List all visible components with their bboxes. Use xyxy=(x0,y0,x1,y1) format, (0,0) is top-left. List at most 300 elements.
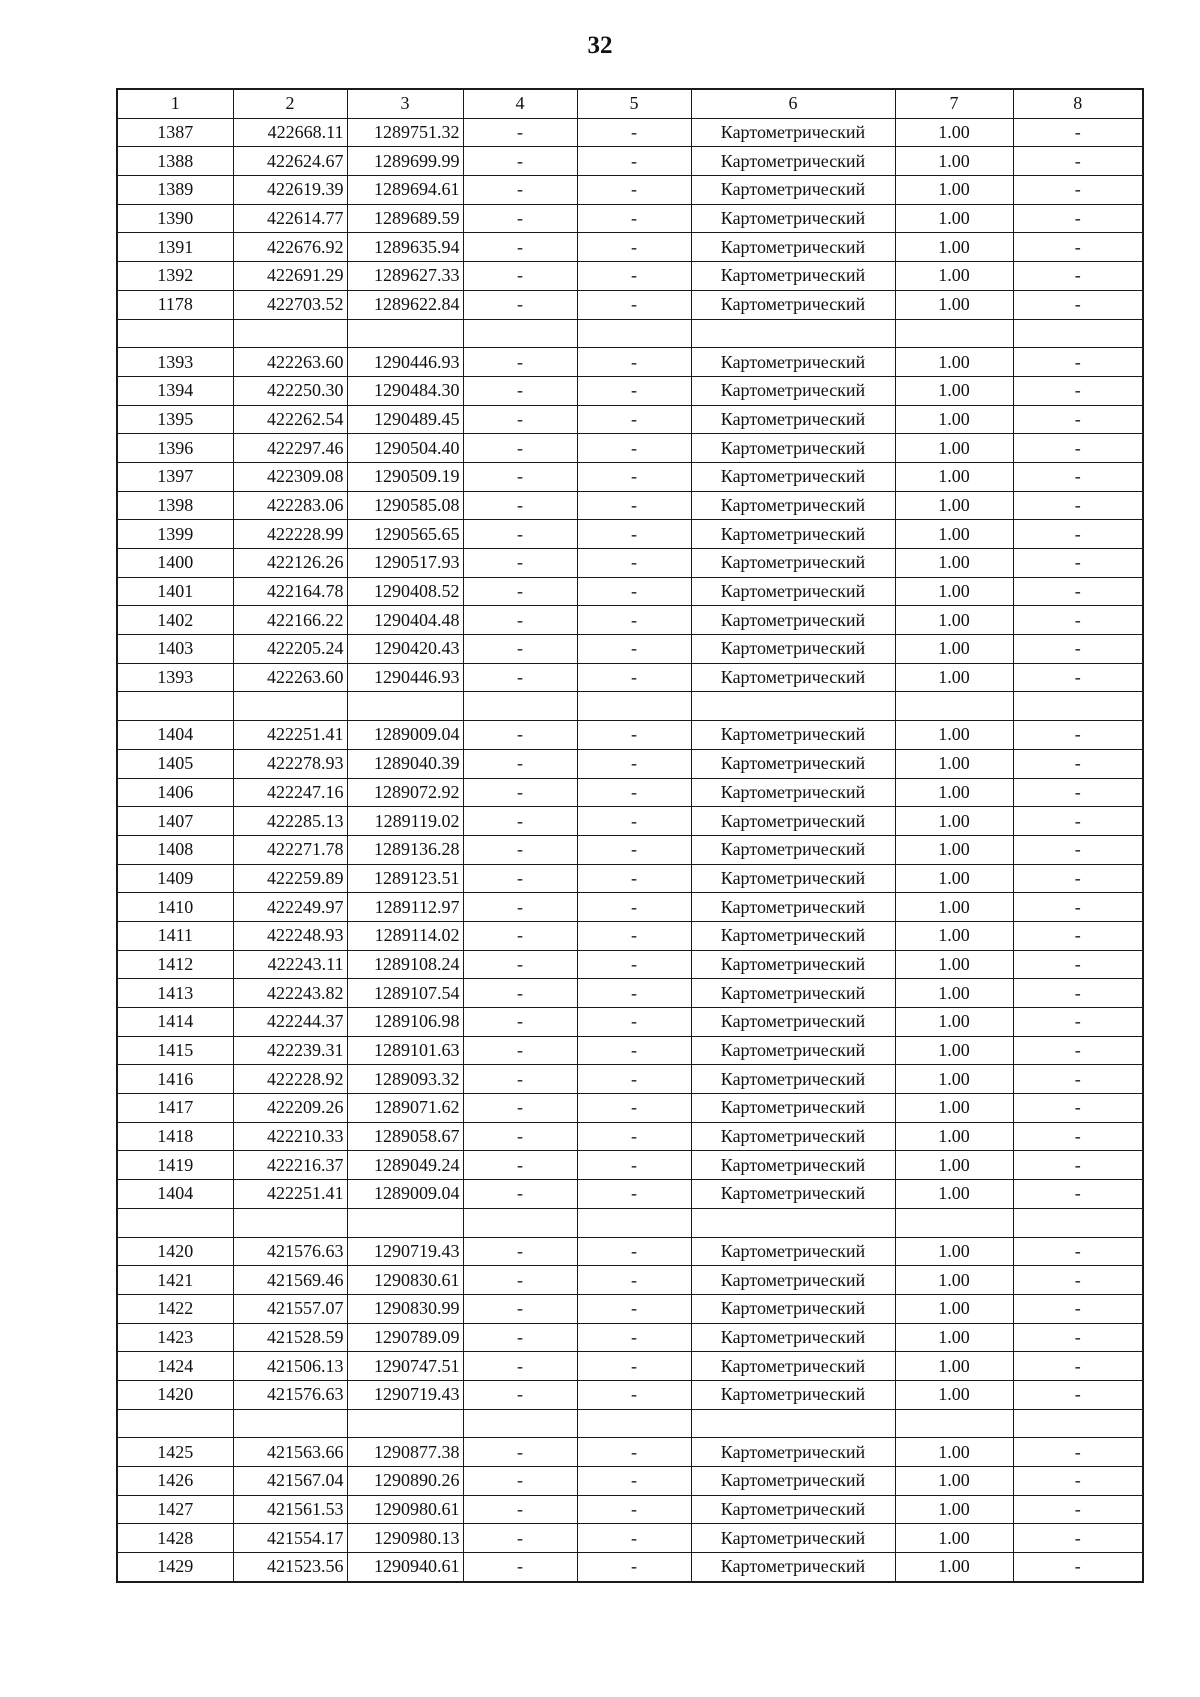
table-cell-col-1: 1394 xyxy=(117,376,233,405)
table-cell-col-4: - xyxy=(463,921,577,950)
table-cell-col-2: 421506.13 xyxy=(233,1352,347,1381)
table-cell-col-3: 1289694.61 xyxy=(347,176,463,205)
table-cell-col-8: - xyxy=(1013,835,1143,864)
table-cell-col-1: 1420 xyxy=(117,1237,233,1266)
table-cell-col-4: - xyxy=(463,1438,577,1467)
table-cell-col-7: 1.00 xyxy=(895,1323,1013,1352)
table-cell-col-2: 422259.89 xyxy=(233,864,347,893)
table-cell-col-3 xyxy=(347,1208,463,1237)
table-cell-col-5 xyxy=(577,319,691,348)
table-cell-col-3: 1290830.61 xyxy=(347,1266,463,1295)
table-cell-col-8: - xyxy=(1013,1180,1143,1209)
table-cell-col-1: 1399 xyxy=(117,520,233,549)
table-cell-col-2: 422243.11 xyxy=(233,950,347,979)
table-cell-col-2: 422619.39 xyxy=(233,176,347,205)
table-cell-col-7: 1.00 xyxy=(895,1036,1013,1065)
table-row xyxy=(117,1495,1143,1524)
table-cell-col-4: - xyxy=(463,893,577,922)
table-cell-col-1: 1409 xyxy=(117,864,233,893)
table-cell-col-4: - xyxy=(463,835,577,864)
table-cell-col-8: - xyxy=(1013,1294,1143,1323)
table-row-separator xyxy=(117,1409,1143,1438)
table-cell-col-6: Картометрический xyxy=(691,405,895,434)
table-cell-col-3: 1290404.48 xyxy=(347,606,463,635)
column-header-8: 8 xyxy=(1013,89,1143,118)
table-cell-col-5: - xyxy=(577,1438,691,1467)
table-cell-col-4: - xyxy=(463,1524,577,1553)
table-cell-col-3: 1289123.51 xyxy=(347,864,463,893)
table-cell-col-3: 1290504.40 xyxy=(347,434,463,463)
table-cell-col-4: - xyxy=(463,807,577,836)
table-cell-col-7 xyxy=(895,319,1013,348)
page-number: 32 xyxy=(587,32,613,59)
table-cell-col-2: 422285.13 xyxy=(233,807,347,836)
table-cell-col-4: - xyxy=(463,663,577,692)
table-cell-col-7: 1.00 xyxy=(895,577,1013,606)
table-cell-col-6: Картометрический xyxy=(691,835,895,864)
table-cell-col-1 xyxy=(117,319,233,348)
table-cell-col-4: - xyxy=(463,348,577,377)
table-cell-col-8 xyxy=(1013,1208,1143,1237)
table-cell-col-4: - xyxy=(463,1266,577,1295)
table-cell-col-3: 1290980.13 xyxy=(347,1524,463,1553)
table-cell-col-4: - xyxy=(463,1553,577,1582)
table-cell-col-7: 1.00 xyxy=(895,376,1013,405)
table-row xyxy=(117,1094,1143,1123)
table-cell-col-3: 1290890.26 xyxy=(347,1467,463,1496)
table-cell-col-5: - xyxy=(577,376,691,405)
table-cell-col-5: - xyxy=(577,1036,691,1065)
table-row xyxy=(117,1180,1143,1209)
table-cell-col-5: - xyxy=(577,1151,691,1180)
table-cell-col-5: - xyxy=(577,1467,691,1496)
table-cell-col-1: 1420 xyxy=(117,1380,233,1409)
table-cell-col-6: Картометрический xyxy=(691,1065,895,1094)
column-header-1: 1 xyxy=(117,89,233,118)
table-cell-col-5: - xyxy=(577,893,691,922)
table-cell-col-2: 421567.04 xyxy=(233,1467,347,1496)
table-cell-col-8: - xyxy=(1013,434,1143,463)
table-cell-col-4: - xyxy=(463,1008,577,1037)
table-cell-col-6: Картометрический xyxy=(691,262,895,291)
table-cell-col-8: - xyxy=(1013,807,1143,836)
table-cell-col-2: 422166.22 xyxy=(233,606,347,635)
table-cell-col-1 xyxy=(117,692,233,721)
table-cell-col-8: - xyxy=(1013,348,1143,377)
table-cell-col-7: 1.00 xyxy=(895,147,1013,176)
table-cell-col-3: 1289009.04 xyxy=(347,1180,463,1209)
table-cell-col-3: 1289072.92 xyxy=(347,778,463,807)
table-cell-col-8 xyxy=(1013,319,1143,348)
table-cell-col-2: 422216.37 xyxy=(233,1151,347,1180)
table-cell-col-7: 1.00 xyxy=(895,434,1013,463)
table-cell-col-5: - xyxy=(577,950,691,979)
table-cell-col-3: 1289093.32 xyxy=(347,1065,463,1094)
table-cell-col-3: 1290565.65 xyxy=(347,520,463,549)
table-cell-col-1: 1397 xyxy=(117,462,233,491)
table-cell-col-7: 1.00 xyxy=(895,520,1013,549)
table-cell-col-7: 1.00 xyxy=(895,950,1013,979)
table-cell-col-1: 1395 xyxy=(117,405,233,434)
table-cell-col-7: 1.00 xyxy=(895,864,1013,893)
table-row xyxy=(117,376,1143,405)
table-cell-col-6 xyxy=(691,1208,895,1237)
table-cell-col-7: 1.00 xyxy=(895,979,1013,1008)
table-cell-col-8: - xyxy=(1013,1467,1143,1496)
table-cell-col-8: - xyxy=(1013,1524,1143,1553)
table-cell-col-2: 422228.99 xyxy=(233,520,347,549)
table-cell-col-4: - xyxy=(463,1065,577,1094)
table-cell-col-8: - xyxy=(1013,491,1143,520)
table-cell-col-5: - xyxy=(577,1380,691,1409)
table-cell-col-6: Картометрический xyxy=(691,807,895,836)
table-cell-col-7: 1.00 xyxy=(895,1266,1013,1295)
table-cell-col-5 xyxy=(577,1409,691,1438)
table-cell-col-3: 1290585.08 xyxy=(347,491,463,520)
table-cell-col-5: - xyxy=(577,147,691,176)
table-cell-col-4: - xyxy=(463,1294,577,1323)
table-row xyxy=(117,1467,1143,1496)
table-cell-col-6: Картометрический xyxy=(691,1266,895,1295)
table-cell-col-8: - xyxy=(1013,749,1143,778)
table-cell-col-3: 1290830.99 xyxy=(347,1294,463,1323)
table-cell-col-8: - xyxy=(1013,147,1143,176)
table-cell-col-2: 422205.24 xyxy=(233,635,347,664)
table-cell-col-6: Картометрический xyxy=(691,635,895,664)
table-cell-col-5: - xyxy=(577,1352,691,1381)
table-cell-col-5: - xyxy=(577,1266,691,1295)
table-cell-col-1: 1418 xyxy=(117,1122,233,1151)
table-cell-col-2: 421576.63 xyxy=(233,1237,347,1266)
table-cell-col-8: - xyxy=(1013,721,1143,750)
table-cell-col-5: - xyxy=(577,549,691,578)
table-cell-col-6: Картометрический xyxy=(691,1553,895,1582)
table-cell-col-7: 1.00 xyxy=(895,1008,1013,1037)
table-cell-col-4: - xyxy=(463,1036,577,1065)
table-cell-col-1: 1402 xyxy=(117,606,233,635)
table-cell-col-1: 1396 xyxy=(117,434,233,463)
table-cell-col-8: - xyxy=(1013,1352,1143,1381)
table-cell-col-3: 1289040.39 xyxy=(347,749,463,778)
table-cell-col-5: - xyxy=(577,921,691,950)
table-row xyxy=(117,262,1143,291)
table-cell-col-8: - xyxy=(1013,1495,1143,1524)
table-cell-col-4 xyxy=(463,692,577,721)
table-cell-col-2: 422126.26 xyxy=(233,549,347,578)
table-cell-col-1: 1398 xyxy=(117,491,233,520)
table-cell-col-7: 1.00 xyxy=(895,1294,1013,1323)
table-row xyxy=(117,979,1143,1008)
table-cell-col-6: Картометрический xyxy=(691,1323,895,1352)
table-cell-col-2: 422247.16 xyxy=(233,778,347,807)
table-cell-col-1: 1419 xyxy=(117,1151,233,1180)
table-cell-col-5: - xyxy=(577,1180,691,1209)
table-row-separator xyxy=(117,319,1143,348)
table-cell-col-8: - xyxy=(1013,1380,1143,1409)
table-row xyxy=(117,233,1143,262)
table-row xyxy=(117,491,1143,520)
table-cell-col-1: 1404 xyxy=(117,1180,233,1209)
table-cell-col-1: 1415 xyxy=(117,1036,233,1065)
table-cell-col-8: - xyxy=(1013,1036,1143,1065)
table-cell-col-2: 421557.07 xyxy=(233,1294,347,1323)
table-cell-col-3: 1289106.98 xyxy=(347,1008,463,1037)
table-cell-col-3: 1289112.97 xyxy=(347,893,463,922)
table-cell-col-6: Картометрический xyxy=(691,1467,895,1496)
table-cell-col-1: 1393 xyxy=(117,348,233,377)
table-cell-col-4: - xyxy=(463,405,577,434)
table-cell-col-5: - xyxy=(577,606,691,635)
table-cell-col-5: - xyxy=(577,979,691,1008)
table-cell-col-6: Картометрический xyxy=(691,950,895,979)
table-cell-col-5: - xyxy=(577,118,691,147)
table-cell-col-6: Картометрический xyxy=(691,549,895,578)
table-cell-col-1: 1417 xyxy=(117,1094,233,1123)
table-cell-col-5: - xyxy=(577,204,691,233)
table-cell-col-6: Картометрический xyxy=(691,778,895,807)
table-cell-col-7: 1.00 xyxy=(895,606,1013,635)
table-cell-col-3: 1290789.09 xyxy=(347,1323,463,1352)
table-row xyxy=(117,1352,1143,1381)
table-cell-col-6 xyxy=(691,1409,895,1438)
table-cell-col-5: - xyxy=(577,778,691,807)
table-cell-col-4: - xyxy=(463,1323,577,1352)
table-cell-col-4: - xyxy=(463,1094,577,1123)
table-cell-col-6: Картометрический xyxy=(691,1151,895,1180)
table-cell-col-4: - xyxy=(463,635,577,664)
table-cell-col-4: - xyxy=(463,721,577,750)
table-cell-col-8: - xyxy=(1013,204,1143,233)
table-cell-col-8: - xyxy=(1013,1122,1143,1151)
table-cell-col-4: - xyxy=(463,1151,577,1180)
table-cell-col-6: Картометрический xyxy=(691,1438,895,1467)
table-cell-col-5: - xyxy=(577,1495,691,1524)
table-cell-col-3: 1290484.30 xyxy=(347,376,463,405)
table-cell-col-6: Картометрический xyxy=(691,979,895,1008)
table-cell-col-7 xyxy=(895,1208,1013,1237)
table-cell-col-4: - xyxy=(463,1467,577,1496)
table-cell-col-2: 422297.46 xyxy=(233,434,347,463)
table-cell-col-7: 1.00 xyxy=(895,1467,1013,1496)
table-cell-col-3: 1289114.02 xyxy=(347,921,463,950)
table-cell-col-4: - xyxy=(463,462,577,491)
table-cell-col-6: Картометрический xyxy=(691,204,895,233)
table-cell-col-3: 1290719.43 xyxy=(347,1380,463,1409)
table-cell-col-7: 1.00 xyxy=(895,405,1013,434)
table-row xyxy=(117,1065,1143,1094)
column-header-5: 5 xyxy=(577,89,691,118)
table-cell-col-6: Картометрический xyxy=(691,721,895,750)
table-cell-col-8: - xyxy=(1013,577,1143,606)
table-cell-col-7: 1.00 xyxy=(895,1180,1013,1209)
table-cell-col-5: - xyxy=(577,835,691,864)
table-cell-col-1 xyxy=(117,1409,233,1438)
table-cell-col-5 xyxy=(577,1208,691,1237)
table-cell-col-3: 1290446.93 xyxy=(347,663,463,692)
table-cell-col-1: 1411 xyxy=(117,921,233,950)
table-cell-col-5: - xyxy=(577,1524,691,1553)
table-cell-col-2: 422278.93 xyxy=(233,749,347,778)
table-row xyxy=(117,950,1143,979)
table-cell-col-6: Картометрический xyxy=(691,1122,895,1151)
table-cell-col-5: - xyxy=(577,462,691,491)
table-row xyxy=(117,1553,1143,1582)
table-cell-col-4 xyxy=(463,319,577,348)
table-cell-col-1: 1391 xyxy=(117,233,233,262)
table-cell-col-1: 1393 xyxy=(117,663,233,692)
table-row xyxy=(117,1151,1143,1180)
table-cell-col-6: Картометрический xyxy=(691,290,895,319)
table-cell-col-6: Картометрический xyxy=(691,1237,895,1266)
table-cell-col-4: - xyxy=(463,749,577,778)
table-cell-col-1: 1178 xyxy=(117,290,233,319)
table-cell-col-3: 1289119.02 xyxy=(347,807,463,836)
table-cell-col-5: - xyxy=(577,1094,691,1123)
table-cell-col-5: - xyxy=(577,577,691,606)
table-cell-col-6: Картометрический xyxy=(691,864,895,893)
table-cell-col-8: - xyxy=(1013,1266,1143,1295)
table-cell-col-5: - xyxy=(577,290,691,319)
table-cell-col-6: Картометрический xyxy=(691,491,895,520)
table-cell-col-8: - xyxy=(1013,1237,1143,1266)
table-cell-col-4: - xyxy=(463,491,577,520)
table-cell-col-8: - xyxy=(1013,1553,1143,1582)
table-cell-col-7: 1.00 xyxy=(895,1237,1013,1266)
table-cell-col-2: 422249.97 xyxy=(233,893,347,922)
table-cell-col-6 xyxy=(691,692,895,721)
table-cell-col-5: - xyxy=(577,1237,691,1266)
table-row xyxy=(117,721,1143,750)
table-cell-col-8: - xyxy=(1013,864,1143,893)
table-row xyxy=(117,434,1143,463)
table-cell-col-2: 422251.41 xyxy=(233,1180,347,1209)
table-cell-col-6: Картометрический xyxy=(691,749,895,778)
table-cell-col-3: 1290489.45 xyxy=(347,405,463,434)
table-cell-col-7: 1.00 xyxy=(895,262,1013,291)
table-cell-col-3: 1290420.43 xyxy=(347,635,463,664)
table-row xyxy=(117,893,1143,922)
table-cell-col-7: 1.00 xyxy=(895,1495,1013,1524)
table-cell-col-8: - xyxy=(1013,376,1143,405)
table-cell-col-3: 1289689.59 xyxy=(347,204,463,233)
table-row xyxy=(117,1380,1143,1409)
table-cell-col-8: - xyxy=(1013,606,1143,635)
table-cell-col-6: Картометрический xyxy=(691,434,895,463)
table-row xyxy=(117,1237,1143,1266)
table-cell-col-6: Картометрический xyxy=(691,577,895,606)
table-cell-col-6: Картометрический xyxy=(691,1008,895,1037)
table-cell-col-3: 1289627.33 xyxy=(347,262,463,291)
table-cell-col-3: 1290719.43 xyxy=(347,1237,463,1266)
table-cell-col-1: 1413 xyxy=(117,979,233,1008)
table-cell-col-2: 422309.08 xyxy=(233,462,347,491)
table-row xyxy=(117,635,1143,664)
table-cell-col-2: 421554.17 xyxy=(233,1524,347,1553)
table-cell-col-5: - xyxy=(577,721,691,750)
table-cell-col-1: 1401 xyxy=(117,577,233,606)
table-cell-col-1: 1421 xyxy=(117,1266,233,1295)
table-cell-col-5: - xyxy=(577,262,691,291)
table-cell-col-1: 1400 xyxy=(117,549,233,578)
table-cell-col-2: 421569.46 xyxy=(233,1266,347,1295)
table-cell-col-7 xyxy=(895,1409,1013,1438)
table-cell-col-2: 422250.30 xyxy=(233,376,347,405)
table-cell-col-1: 1414 xyxy=(117,1008,233,1037)
table-cell-col-7: 1.00 xyxy=(895,1094,1013,1123)
table-cell-col-5: - xyxy=(577,491,691,520)
table-cell-col-4: - xyxy=(463,1180,577,1209)
table-cell-col-2: 422283.06 xyxy=(233,491,347,520)
table-cell-col-7 xyxy=(895,692,1013,721)
table-cell-col-2: 422263.60 xyxy=(233,663,347,692)
table-cell-col-7: 1.00 xyxy=(895,807,1013,836)
table-cell-col-6: Картометрический xyxy=(691,1180,895,1209)
table-cell-col-4: - xyxy=(463,549,577,578)
table-cell-col-3: 1289101.63 xyxy=(347,1036,463,1065)
table-cell-col-2: 421523.56 xyxy=(233,1553,347,1582)
table-cell-col-6: Картометрический xyxy=(691,176,895,205)
table-row xyxy=(117,290,1143,319)
table-cell-col-2: 422624.67 xyxy=(233,147,347,176)
table-cell-col-8: - xyxy=(1013,1151,1143,1180)
table-cell-col-3: 1290747.51 xyxy=(347,1352,463,1381)
table-row xyxy=(117,606,1143,635)
table-cell-col-7: 1.00 xyxy=(895,1438,1013,1467)
table-row xyxy=(117,405,1143,434)
table-cell-col-2: 422263.60 xyxy=(233,348,347,377)
table-cell-col-7: 1.00 xyxy=(895,635,1013,664)
table-cell-col-4: - xyxy=(463,1237,577,1266)
table-cell-col-8: - xyxy=(1013,635,1143,664)
table-cell-col-7: 1.00 xyxy=(895,778,1013,807)
table-cell-col-7: 1.00 xyxy=(895,1524,1013,1553)
table-cell-col-2: 422251.41 xyxy=(233,721,347,750)
table-cell-col-7: 1.00 xyxy=(895,1380,1013,1409)
table-cell-col-6: Картометрический xyxy=(691,1380,895,1409)
table-cell-col-3: 1289699.99 xyxy=(347,147,463,176)
table-row xyxy=(117,1008,1143,1037)
table-cell-col-2: 422244.37 xyxy=(233,1008,347,1037)
table-cell-col-5: - xyxy=(577,1008,691,1037)
table-cell-col-8 xyxy=(1013,1409,1143,1438)
table-cell-col-2: 422210.33 xyxy=(233,1122,347,1151)
table-cell-col-1: 1408 xyxy=(117,835,233,864)
table-row xyxy=(117,807,1143,836)
table-cell-col-1: 1387 xyxy=(117,118,233,147)
table-cell-col-2: 421561.53 xyxy=(233,1495,347,1524)
table-cell-col-8: - xyxy=(1013,290,1143,319)
table-cell-col-1: 1410 xyxy=(117,893,233,922)
table-cell-col-7: 1.00 xyxy=(895,721,1013,750)
table-cell-col-7: 1.00 xyxy=(895,1122,1013,1151)
table-cell-col-6: Картометрический xyxy=(691,118,895,147)
table-cell-col-1: 1429 xyxy=(117,1553,233,1582)
table-cell-col-2 xyxy=(233,319,347,348)
table-cell-col-8: - xyxy=(1013,549,1143,578)
table-cell-col-3: 1290446.93 xyxy=(347,348,463,377)
table-cell-col-7: 1.00 xyxy=(895,1352,1013,1381)
table-cell-col-1: 1404 xyxy=(117,721,233,750)
table-cell-col-1: 1422 xyxy=(117,1294,233,1323)
table-cell-col-7: 1.00 xyxy=(895,549,1013,578)
table-cell-col-4: - xyxy=(463,864,577,893)
table-cell-col-2: 422209.26 xyxy=(233,1094,347,1123)
table-cell-col-6: Картометрический xyxy=(691,348,895,377)
table-cell-col-3: 1290408.52 xyxy=(347,577,463,606)
table-cell-col-2: 422691.29 xyxy=(233,262,347,291)
table-cell-col-6: Картометрический xyxy=(691,147,895,176)
table-cell-col-4: - xyxy=(463,262,577,291)
